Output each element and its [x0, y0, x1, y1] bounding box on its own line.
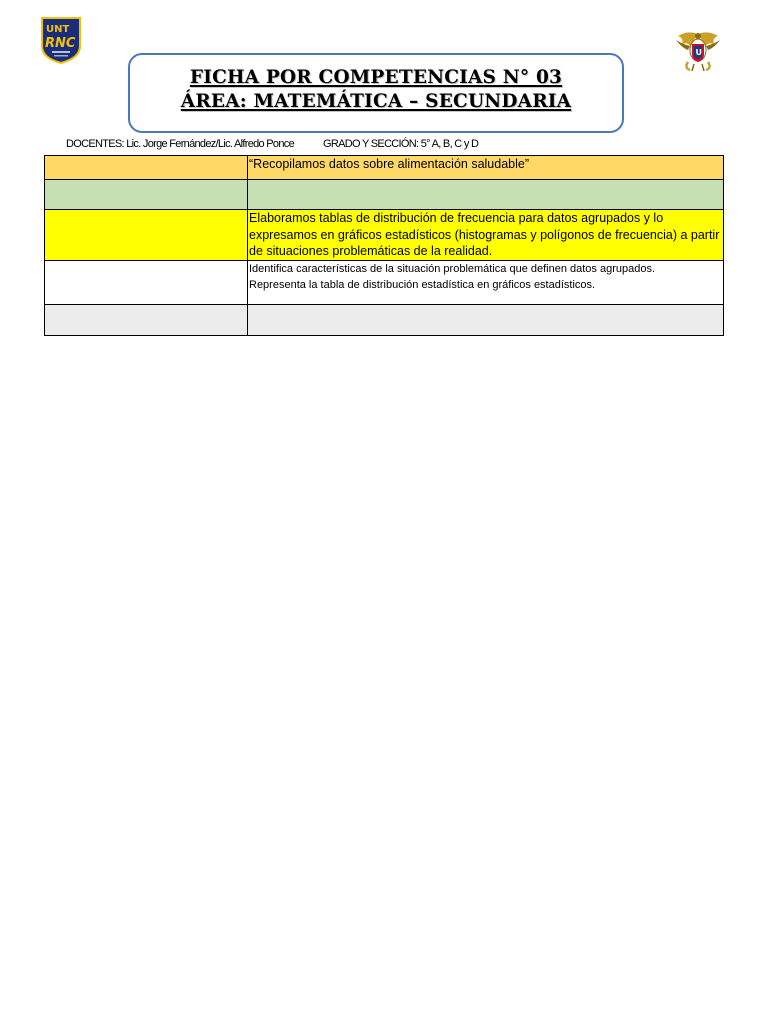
- table-row: [45, 304, 724, 335]
- competency-table: [44, 155, 724, 336]
- table-row: [45, 156, 724, 180]
- table-cell-value: [248, 304, 724, 335]
- performance-item: Identifica características de la situación problemática que definen datos agrupados.: [249, 262, 656, 275]
- table-cell-label: [45, 210, 248, 261]
- teachers-label: DOCENTES: Lic. Jorge Fernández/Lic. Alfredo Ponce: [66, 138, 294, 150]
- table-cell-label: [45, 156, 248, 180]
- table-cell-value: [248, 180, 724, 210]
- activity-title-cell: “Recopilamos datos sobre alimentación saludable”: [248, 156, 724, 180]
- document-subtitle: ÁREA: MATEMÁTICA – SECUNDARIA: [180, 91, 572, 112]
- table-row: [45, 210, 724, 261]
- purpose-cell: Elaboramos tablas de distribución de frecuencia para datos agrupados y lo expresamos en gráficos estadísticos (histogramas y polígonos de frecuencia) a partir de situaciones problemáticas de la realidad.: [248, 210, 724, 261]
- grade-section-label: GRADO Y SECCIÓN: 5° A, B, C y D: [323, 138, 479, 150]
- svg-text:U: U: [695, 48, 702, 57]
- performance-cell: [248, 260, 724, 304]
- svg-text:RNC: RNC: [45, 36, 76, 51]
- table-cell-label: [45, 260, 248, 304]
- table-row: [45, 260, 724, 304]
- title-box: [128, 53, 624, 133]
- university-crest-logo: [674, 28, 722, 72]
- unt-rnc-logo: [40, 16, 82, 64]
- svg-text:UNT: UNT: [46, 24, 70, 35]
- document-title: FICHA POR COMPETENCIAS N° 03: [189, 67, 563, 88]
- table-cell-label: [45, 304, 248, 335]
- performance-item: Representa la tabla de distribución estadística en gráficos estadísticos.: [249, 279, 596, 291]
- table-cell-label: [45, 180, 248, 210]
- table-row: [45, 180, 724, 210]
